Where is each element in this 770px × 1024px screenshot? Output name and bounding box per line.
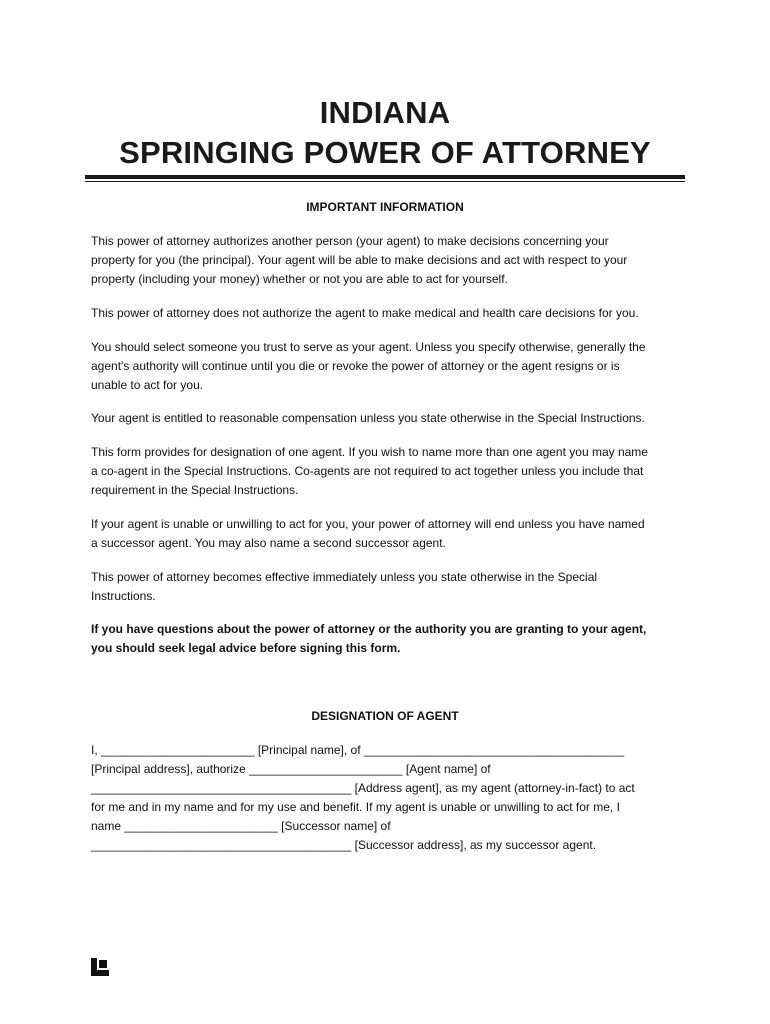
info-paragraph-medical: This power of attorney does not authorize the agent to make medical and health care decisions for you.	[91, 306, 639, 320]
info-paragraph-co-agent: This form provides for designation of one agent. If you wish to name more than one agent you may name a co-agent in the Special Instructions. Co-agents are not required to act together unless you include that requirement in the Special Instructions.	[91, 445, 648, 497]
important-information-heading: IMPORTANT INFORMATION	[306, 200, 464, 214]
document-title-state: INDIANA	[319, 95, 451, 130]
document-title: SPRINGING POWER OF ATTORNEY	[119, 135, 651, 170]
legal-advice-paragraph: If you have questions about the power of attorney or the authority you are granting to your agent, you should seek legal advice before signing this form.	[91, 622, 647, 655]
info-paragraph-compensation: Your agent is entitled to reasonable compensation unless you state otherwise in the Special Instructions.	[91, 411, 645, 425]
title-divider-thin	[85, 181, 685, 182]
info-paragraph-effective: This power of attorney becomes effective immediately unless you state otherwise in the Special Instructions.	[91, 570, 598, 603]
brand-logo-icon	[91, 958, 109, 976]
info-paragraph-select-agent: You should select someone you trust to serve as your agent. Unless you specify otherwise, generally the agent's authority will continue until you die or revoke the power of attorney or the agent resigns or is unable to act for you.	[91, 340, 646, 392]
designation-paragraph: I, _______________________ [Principal name], of _______________________________________ [Principal address], authorize _______________________ [Agent name] of _______________________________________ [Address agent], as my agent (attorney-in-fact) to act for me and in my name and for my use and benefit. If my agent is unable or unwilling to act for me, I name _______________________ [Successor name] of _______________________________________ [Successor address], as my successor agent.	[91, 743, 635, 852]
designation-of-agent-heading: DESIGNATION OF AGENT	[311, 709, 459, 723]
info-paragraph-successor: If your agent is unable or unwilling to act for you, your power of attorney will end unless you have named a successor agent. You may also name a second successor agent.	[91, 517, 645, 550]
title-divider-thick	[85, 175, 685, 179]
info-paragraph-scope: This power of attorney authorizes another person (your agent) to make decisions concerning your property for you (the principal). Your agent will be able to make decisions and act with respect to your property (including your money) whether or not you are able to act for yourself.	[91, 234, 628, 286]
